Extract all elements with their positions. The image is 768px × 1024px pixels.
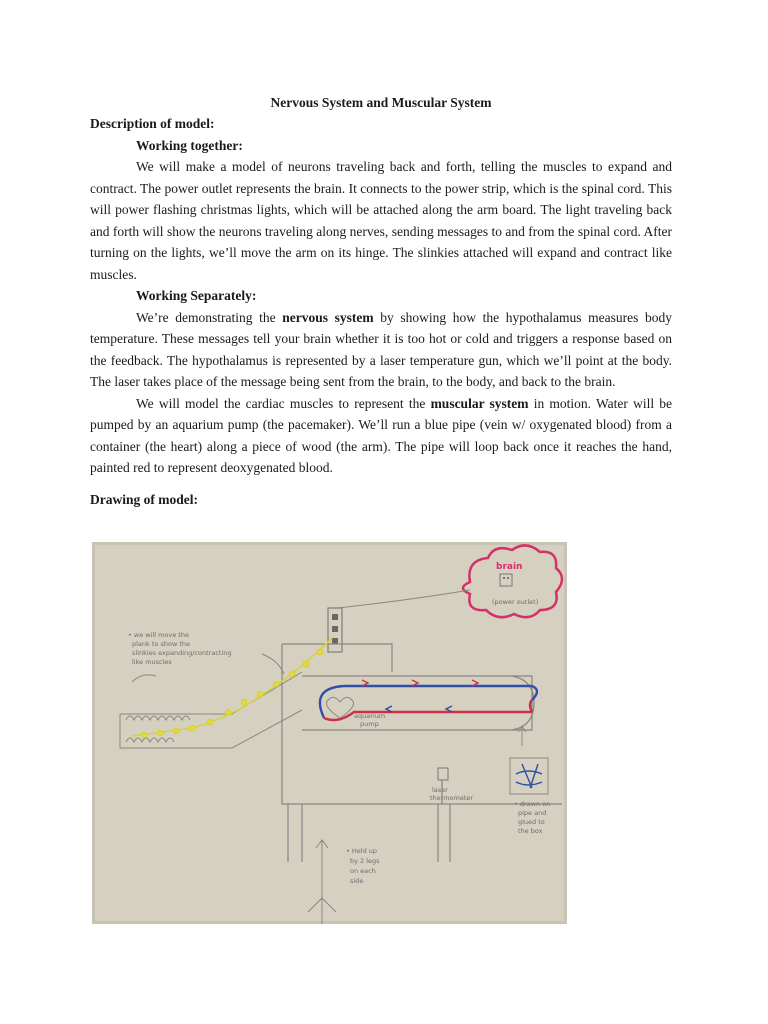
- model-drawing-photo: [92, 542, 567, 924]
- svg-text:on each: on each: [350, 867, 376, 875]
- svg-text:the box: the box: [518, 827, 543, 835]
- muscular-system-bold: muscular system: [430, 395, 529, 411]
- nervous-system-bold: nervous system: [282, 309, 374, 325]
- brain-label: brain: [496, 562, 523, 572]
- svg-text:• we will move the: • we will move the: [128, 631, 189, 639]
- svg-text:by 2 legs: by 2 legs: [350, 857, 380, 865]
- svg-text:like muscles: like muscles: [132, 658, 172, 666]
- document-page: [90, 92, 672, 510]
- svg-text:plank to show the: plank to show the: [132, 640, 190, 648]
- working-separately-heading: Working Separately:: [136, 288, 257, 303]
- svg-text:laser: laser: [432, 786, 448, 794]
- svg-text:glued to: glued to: [518, 818, 545, 826]
- description-heading: Description of model:: [90, 116, 215, 131]
- working-together-paragraph: We will make a model of neurons traveling back and forth, telling the muscles to expand and contract. The power outlet represents the brain. It connects to the power strip, which is the spinal cord. This will power flashing christmas lights, which will be attached along the arm board. The light traveling back and forth will show the neurons traveling along nerves, sending messages to and from the spinal cord. After turning on the lights, we’ll move the arm on its hinge. The slinkies attached will expand and contract like muscles.: [90, 159, 672, 282]
- svg-text:side: side: [350, 877, 364, 885]
- pump-label-2: pump: [360, 720, 379, 728]
- muscular-system-paragraph: We will model the cardiac muscles to represent the muscular system in motion. Water will be pumped by an aquarium pump (the pacemaker). We’ll run a blue pipe (vein w/ oxygenated blood) from a container (the heart) along a piece of wood (the arm). The pipe will loop back once it reaches the hand, painted red to represent deoxygenated blood.: [90, 395, 673, 475]
- svg-text:• Held up: • Held up: [346, 847, 378, 855]
- power-outlet-label: (power outlet): [492, 598, 539, 606]
- svg-text:pipe and: pipe and: [518, 809, 547, 817]
- model-drawing: [92, 542, 567, 924]
- nervous-system-paragraph: We’re demonstrating the nervous system by showing how the hypothalamus measures body temperature. These messages tell your brain whether it is too hot or cold and triggers a response based on the feedback. The hypothalamus is represented by a laser temperature gun, which we’ll point at the body. The laser takes place of the message being sent from the brain, to the body, and back to the brain.: [90, 309, 672, 389]
- document-title: Nervous System and Muscular System: [270, 95, 492, 110]
- svg-text:• drawn on: • drawn on: [514, 800, 551, 808]
- svg-text:thermometer: thermometer: [430, 794, 474, 802]
- working-together-heading: Working together:: [136, 137, 243, 153]
- drawing-heading: Drawing of model:: [90, 491, 198, 507]
- pump-label-1: aquarium: [354, 712, 386, 720]
- svg-text:slinkies expanding/contracting: slinkies expanding/contracting: [132, 649, 232, 657]
